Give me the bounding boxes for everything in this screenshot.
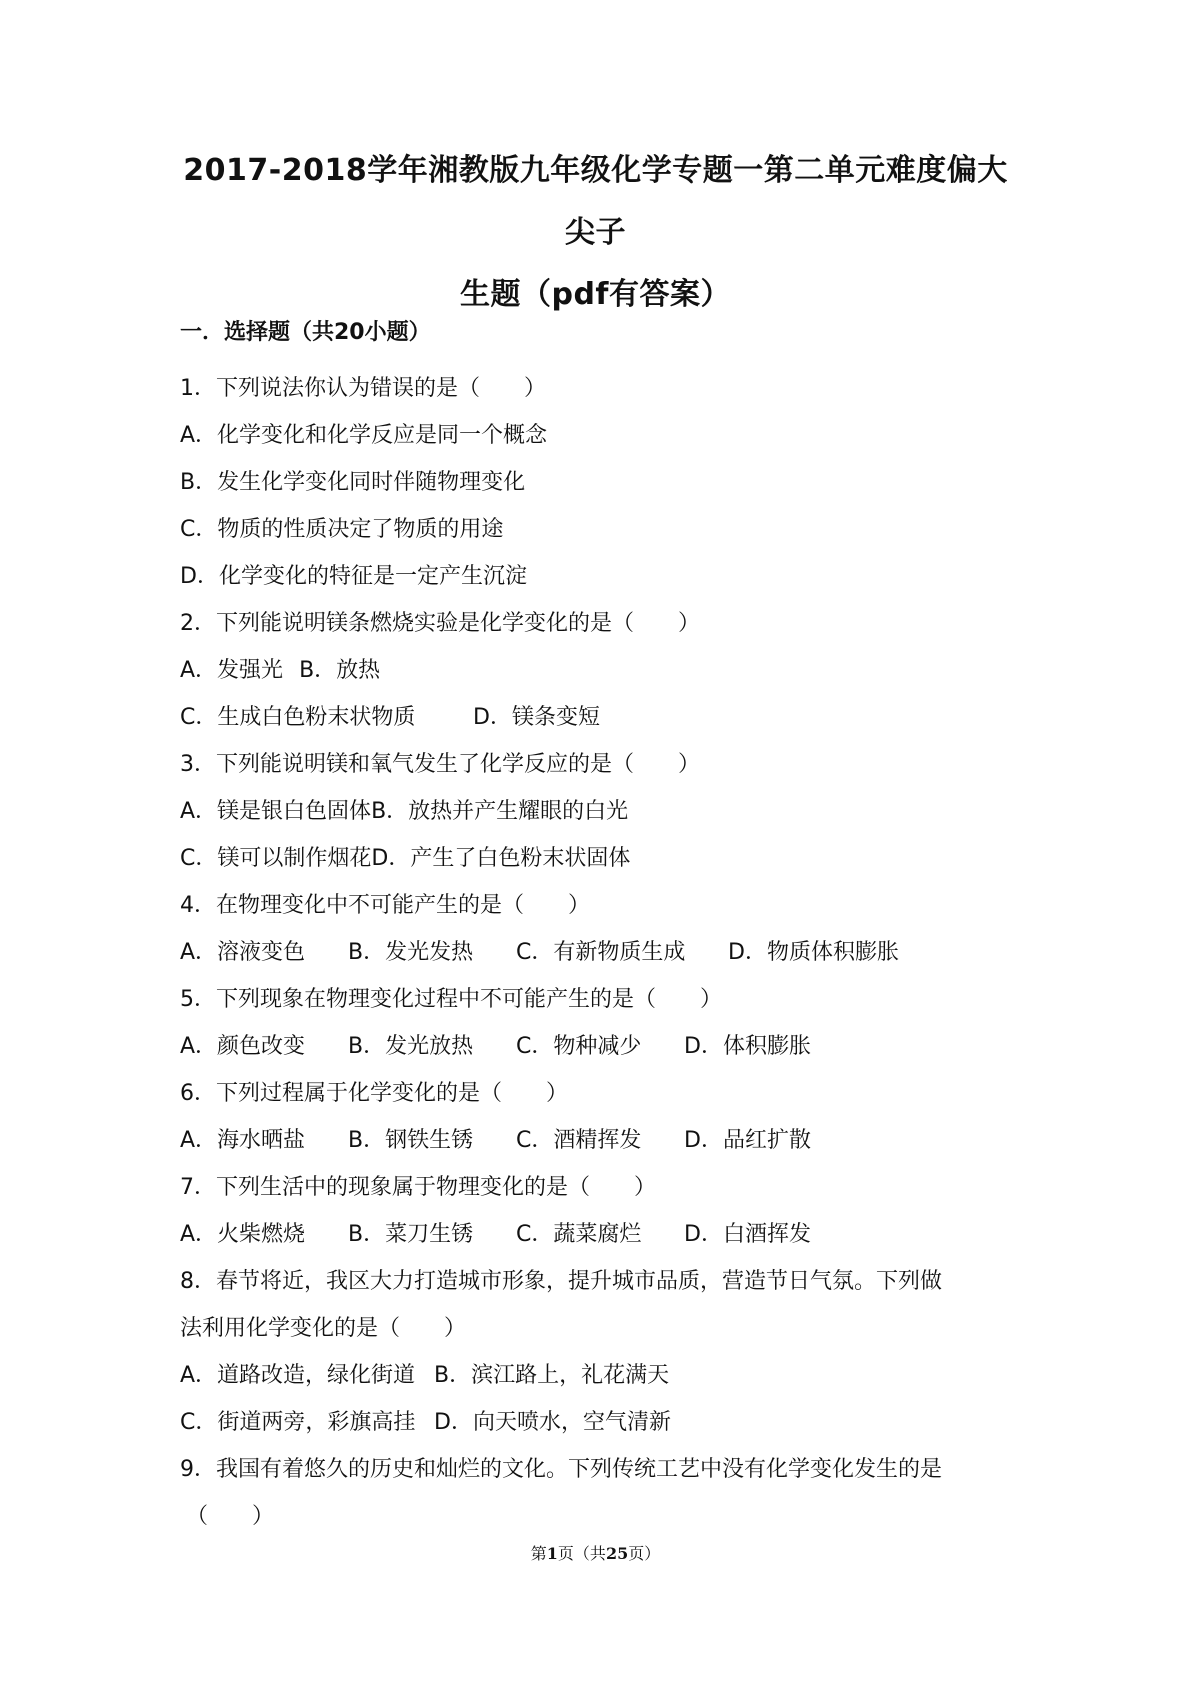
question-stem: 1．下列说法你认为错误的是（ ） [180, 376, 546, 401]
question-stem: 6．下列过程属于化学变化的是（ ） [180, 1081, 568, 1106]
option: A．道路改造，绿化街道 [180, 1363, 416, 1388]
option: B．发生化学变化同时伴随物理变化 [180, 470, 526, 495]
option-row [180, 1117, 1020, 1164]
option: B．菜刀生锈 [348, 1222, 474, 1247]
option: A．海水晒盐 [180, 1128, 306, 1153]
option: D．物质体积膨胀 [728, 940, 899, 965]
question-stem: 8．春节将近，我区大力打造城市形象，提升城市品质，营造节日气氛。下列做 [180, 1269, 942, 1294]
question-stem: 9．我国有着悠久的历史和灿烂的文化。下列传统工艺中没有化学变化发生的是 [180, 1457, 942, 1482]
question-stem: 5．下列现象在物理变化过程中不可能产生的是（ ） [180, 987, 722, 1012]
title-line-1: 2017-2018学年湘教版九年级化学专题一第二单元难度偏大尖子 [183, 153, 1008, 250]
option: B．钢铁生锈 [348, 1128, 474, 1153]
option-row [180, 788, 1020, 835]
option: A．化学变化和化学反应是同一个概念 [180, 423, 548, 448]
option: C．物质的性质决定了物质的用途 [180, 517, 504, 542]
option: D．镁条变短 [473, 705, 600, 730]
question-stem: 4．在物理变化中不可能产生的是（ ） [180, 893, 590, 918]
option: B．发光放热 [348, 1034, 474, 1059]
question-stem: 7．下列生活中的现象属于物理变化的是（ ） [180, 1175, 656, 1200]
option: C．物种减少 [516, 1034, 642, 1059]
option: B．发光发热 [348, 940, 474, 965]
option-row [180, 694, 1020, 741]
option-row [180, 1399, 1020, 1446]
footer-middle: 页（共 [557, 1544, 606, 1563]
option: A．火柴燃烧 [180, 1222, 306, 1247]
option: C．街道两旁，彩旗高挂 [180, 1410, 416, 1435]
option: A．镁是银白色固体 [180, 799, 372, 824]
option: C．蔬菜腐烂 [516, 1222, 642, 1247]
footer-prefix: 第 [530, 1544, 547, 1563]
page-number: 1 [546, 1544, 558, 1563]
option: A．溶液变色 [180, 940, 306, 965]
option: B．放热 [299, 658, 381, 683]
option: C．生成白色粉末状物质 [180, 705, 416, 730]
footer-suffix: 页） [628, 1544, 661, 1563]
option: D．体积膨胀 [684, 1034, 811, 1059]
option: B．放热并产生耀眼的白光 [371, 799, 629, 824]
option-row [180, 1023, 1020, 1070]
option: D．产生了白色粉末状固体 [371, 846, 631, 871]
question-stem-continuation: 法利用化学变化的是（ ） [180, 1316, 467, 1341]
option-row [180, 835, 1020, 882]
option: D．品红扩散 [684, 1128, 811, 1153]
option: C．有新物质生成 [516, 940, 686, 965]
option: C．镁可以制作烟花 [180, 846, 372, 871]
question-stem: 3．下列能说明镁和氧气发生了化学反应的是（ ） [180, 752, 700, 777]
option: A．颜色改变 [180, 1034, 306, 1059]
option: A．发强光 [180, 658, 284, 683]
option: D．向天喷水，空气清新 [434, 1410, 671, 1435]
title-line-2: 生题（pdf有答案） [459, 277, 731, 312]
option-row [180, 647, 1020, 694]
page-total: 25 [605, 1544, 629, 1563]
option: D．化学变化的特征是一定产生沉淀 [180, 564, 527, 589]
page-footer [0, 1542, 1191, 1566]
option: C．酒精挥发 [516, 1128, 642, 1153]
option: D．白酒挥发 [684, 1222, 811, 1247]
question-list [180, 365, 1020, 1540]
question-stem-continuation: （ ） [186, 1504, 275, 1529]
option-row [180, 1211, 1020, 1258]
section-heading: 一．选择题（共20小题） [180, 320, 431, 345]
question-stem: 2．下列能说明镁条燃烧实验是化学变化的是（ ） [180, 611, 700, 636]
option: B．滨江路上，礼花满天 [434, 1363, 670, 1388]
option-row [180, 1352, 1020, 1399]
document-title [170, 140, 1021, 326]
option-row [180, 929, 1020, 976]
